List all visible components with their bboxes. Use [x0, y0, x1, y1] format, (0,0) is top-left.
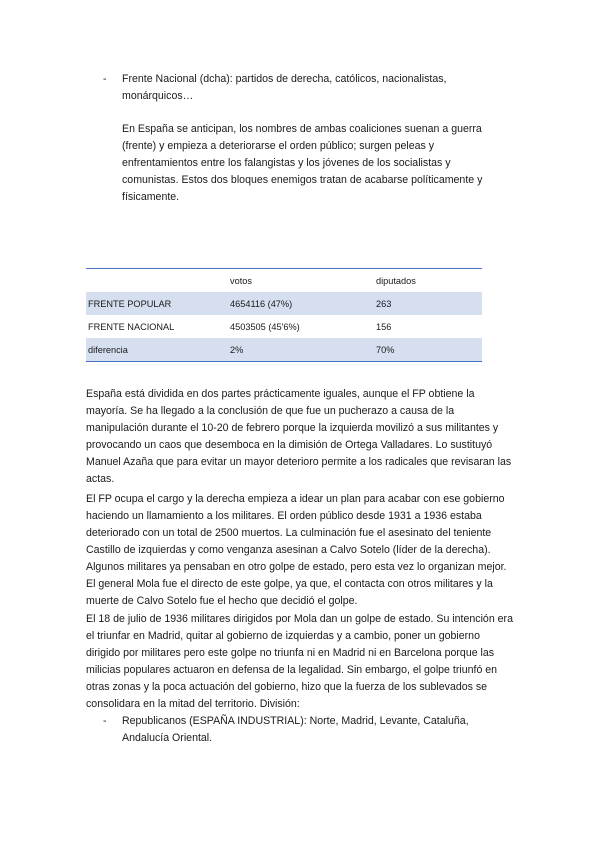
table-row [86, 292, 482, 315]
table-cell: 156 [376, 321, 392, 332]
bullet-dash: - [103, 73, 107, 85]
body-paragraph: El FP ocupa el cargo y la derecha empieza a idear un plan para acabar con ese gobierno haciendo un llamamiento a los militares. El orden público desde 1931 a 1936 estaba deteriorado con un total de 2500 muertos. La culminación fue el asesinato del teniente Castillo de izquierdas y como venganza asesinan a Calvo Sotelo (líder de la derecha). Algunos militares ya pensaban en otro golpe de estado, pero esta vez lo organizan mejor. El general Mola fue el directo de este golpe, ya que, el contacta con otros militares y la muerte de Calvo Sotelo fue el hecho que decidió el golpe. [86, 493, 507, 607]
table-row [86, 315, 482, 338]
table-row [86, 338, 482, 362]
table-cell: 4654116 (47%) [228, 292, 374, 315]
table-cell: 4503505 (45'6%) [230, 321, 300, 332]
indented-paragraph: En España se anticipan, los nombres de ambas coaliciones suenan a guerra (frente) y empieza a deteriorarse el orden público; surgen peleas y enfrentamientos entre los falangistas y los jóvenes de los socialistas y comunistas. Estos dos bloques enemigos tratan de acabarse políticamente y físicamente. [122, 123, 483, 203]
table-header-cell: diputados [376, 275, 416, 286]
table-cell: diferencia [86, 338, 228, 362]
bullet-dash: - [103, 715, 107, 727]
table-header-cell: votos [230, 275, 252, 286]
table-header-cell [86, 269, 228, 293]
table-cell: FRENTE POPULAR [86, 292, 228, 315]
election-results-table [86, 268, 482, 362]
table-header-row [86, 269, 482, 293]
table-cell: 70% [374, 338, 482, 362]
body-paragraph: España está dividida en dos partes prácticamente iguales, aunque el FP obtiene la mayoría. Se ha llegado a la conclusión de que fue un pucherazo a causa de la manipulación durante el 10-20 de febrero porque la izquierda movilizó a sus militantes y provocando un caos que desemboca en la dimisión de Ortega Valladares. Lo sustituyó Manuel Azaña que para evitar un mayor deterioro permite a los radicales que revisaran las actas. [86, 388, 512, 485]
table-cell: FRENTE NACIONAL [88, 321, 175, 332]
bullet-text: Republicanos (ESPAÑA INDUSTRIAL): Norte, Madrid, Levante, Cataluña, Andalucía Oriental. [122, 715, 469, 744]
bullet-text: Frente Nacional (dcha): partidos de derecha, católicos, nacionalistas, monárquicos… [122, 73, 447, 102]
table-cell: 2% [228, 338, 374, 362]
table-cell: 263 [374, 292, 482, 315]
body-paragraph: El 18 de julio de 1936 militares dirigidos por Mola dan un golpe de estado. Su intención era el triunfar en Madrid, quitar al gobierno de izquierdas y a cambio, poner un gobierno dirigido por militares pero este golpe no triunfa ni en Madrid ni en Barcelona porque las milicias populares actuaron en defensa de la legalidad. Sin embargo, el golpe triunfó en otras zonas y la poca actuación del gobierno, hizo que la fuerza de los sublevados se consolidara en la mitad del territorio. División: [86, 613, 513, 710]
